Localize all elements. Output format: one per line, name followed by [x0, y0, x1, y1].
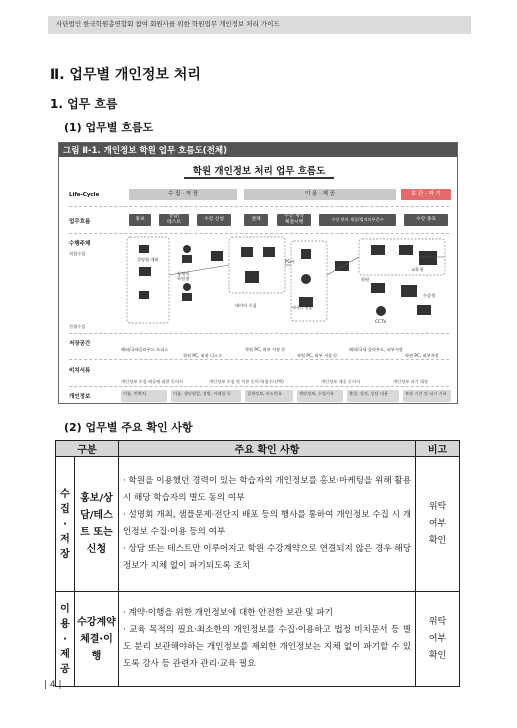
table-header-row — [56, 441, 460, 457]
row-label-workflow: 업무흐름 — [69, 219, 91, 225]
storage-4: 학원 PC, 외부 저장 등 — [297, 353, 338, 358]
pinfo-4: 계약정보, 수업기록 — [297, 390, 343, 402]
header-text: 사단법인 한국학원총연합회 참여 회원사를 위한 학원업무 개인정보 처리 가이드 — [56, 20, 280, 28]
storage-2: 학원 PC, 외장 디스크 — [183, 353, 223, 358]
check-item: · 학원을 이용했던 경력이 있는 학습자의 개인정보를 홍보·마케팅을 위해 활용 시 해당 학습자의 별도 동의 여부 — [122, 476, 412, 503]
row-category — [56, 592, 75, 687]
check-item: · 계약·이행을 위한 개인정보에 대한 안전한 보관 및 파기 — [122, 608, 333, 618]
divider — [69, 333, 449, 334]
header-note: 비고 — [416, 441, 460, 457]
step-consult: 상담/ 테스트 — [159, 214, 189, 226]
row-content — [118, 592, 415, 687]
row-note — [416, 592, 460, 687]
row-note — [416, 457, 460, 592]
row-label-actor: 수행주체 — [69, 241, 91, 247]
node-cctv: CCTV — [375, 319, 387, 324]
sub-text: 홍보/상담/테스트 또는 신청 — [80, 493, 113, 555]
figure-section-title: (1) 업무별 흐름도 — [64, 121, 154, 134]
pinfo-5: 출결, 성적, 상담 내용 — [347, 390, 399, 402]
document-4: 개인정보 파기 대장 — [393, 379, 429, 384]
step-promotion: 홍보 — [129, 214, 151, 226]
check-item: · 설명회 개최, 샘플문제·전단지 배포 등의 행사를 통하여 개인정보 수집 시 개인정보 수집·이용 등의 여부 — [122, 510, 412, 537]
pinfo-3: 결제정보, 카드번호 — [245, 390, 293, 402]
row-sub — [74, 457, 118, 592]
document-3: 개인정보 제공 동의서 — [321, 379, 361, 384]
category-text: 수집·저장 — [60, 488, 70, 560]
node-education-office: 교육청 — [411, 267, 424, 272]
node-data-collect: 데이터 수집 — [235, 303, 257, 308]
step-end: 수강 종료 — [404, 214, 448, 226]
figure-caption: 그림 Ⅱ-1. 개인정보 학원 업무 흐름도(전체) — [63, 146, 228, 156]
node-student: 수강생 — [423, 293, 436, 298]
divider — [69, 233, 449, 234]
phase-collect: 수 집 · 저 장 — [129, 189, 237, 200]
document-2: 개인정보 수집 및 이용 동의서(필수/선택) — [209, 379, 284, 384]
pinfo-1: 이름, 연락처 — [121, 390, 167, 402]
side-label-direct: 직접수집 — [69, 251, 86, 256]
figure-caption-bar — [59, 143, 457, 157]
storage-6: 학원 PC, 외부저장 — [405, 353, 439, 358]
check-item: · 교육 목적의 필요·최소한의 개인정보를 수집·이용하고 법정 비치문서 등 별도 분리 보관해야하는 개인정보를 제외한 개인정보는 지체 없이 파기할 수 있도록 강사 등 관련자 관리·교육 필요 — [122, 625, 412, 669]
storage-5: 해외/국내 클라우드, 외부저장 — [349, 347, 403, 352]
node-prospect: 잠재적 학원생 — [177, 271, 190, 281]
note-text: 위탁 여부 확인 — [428, 616, 447, 661]
page-number: | 4 | — [44, 680, 62, 690]
storage-1: 해외/국내클라우드 오피스 — [121, 347, 169, 352]
node-academy: 학원 — [361, 277, 370, 282]
table-section-title: (2) 업무별 주요 확인 사항 — [64, 421, 193, 434]
check-item: · 상담 또는 테스트만 이루어지고 학원 수강계약으로 연결되지 않은 경우 해당 정보가 지체 없이 파기되도록 조치 — [122, 544, 412, 571]
phase-store: 보 관 · 파 기 — [401, 189, 451, 200]
divider — [69, 386, 449, 387]
node-consultant: 상담원 제외 — [137, 257, 159, 262]
step-contract: 수강 계약 체결시행 — [277, 214, 311, 226]
row-category — [56, 457, 75, 592]
note-text: 위탁 여부 확인 — [428, 501, 447, 546]
row-label-documents: 비치서류 — [69, 368, 91, 374]
node-transfer: 서비스 전송 — [291, 305, 313, 310]
row-label-storage: 저장공간 — [69, 341, 91, 347]
section-title: Ⅱ. 업무별 개인정보 처리 — [50, 67, 201, 83]
header-content: 주요 확인 사항 — [118, 441, 415, 457]
step-payment: 결제 — [244, 214, 268, 226]
page-number-value: 4 — [49, 680, 56, 690]
sub-text: 수강계약 체결·이행 — [77, 616, 116, 662]
divider — [69, 206, 449, 207]
table-row — [56, 457, 460, 592]
category-text: 이용·제공 — [60, 603, 70, 675]
document-1: 개인정보 수집·제공에 대한 동의서 — [121, 379, 183, 384]
actor-pictograms — [119, 235, 454, 333]
figure-heading: 학원 개인정보 처리 업무 흐름도 — [184, 163, 334, 179]
node-pg: PG사 — [285, 259, 295, 264]
table-row — [56, 592, 460, 687]
row-label-personal-info: 개인정보 — [69, 394, 91, 400]
storage-3: 학원 PC, 외부 저장 등 — [245, 347, 286, 352]
row-label-lifecycle: Life-Cycle — [69, 192, 100, 198]
row-content — [118, 457, 415, 592]
document-header — [48, 16, 471, 34]
check-items-table — [55, 440, 460, 687]
divider — [69, 359, 449, 360]
step-service: 수강 편의 제공/법적의무준수 — [319, 214, 396, 226]
pinfo-2: 이름, 생년월일, 성별, 이메일 등 — [171, 390, 241, 402]
step-enroll: 수강 신청 — [197, 214, 231, 226]
phase-use: 이 용 · 제 공 — [244, 189, 396, 200]
row-sub — [74, 592, 118, 687]
subsection-title: 1. 업무 흐름 — [50, 97, 118, 111]
side-label-indirect: 간접수집 — [69, 324, 86, 329]
workflow-figure — [58, 142, 458, 404]
pinfo-6: 보관 기간 및 파기 기록 — [403, 390, 451, 402]
header-category: 구분 — [56, 441, 119, 457]
